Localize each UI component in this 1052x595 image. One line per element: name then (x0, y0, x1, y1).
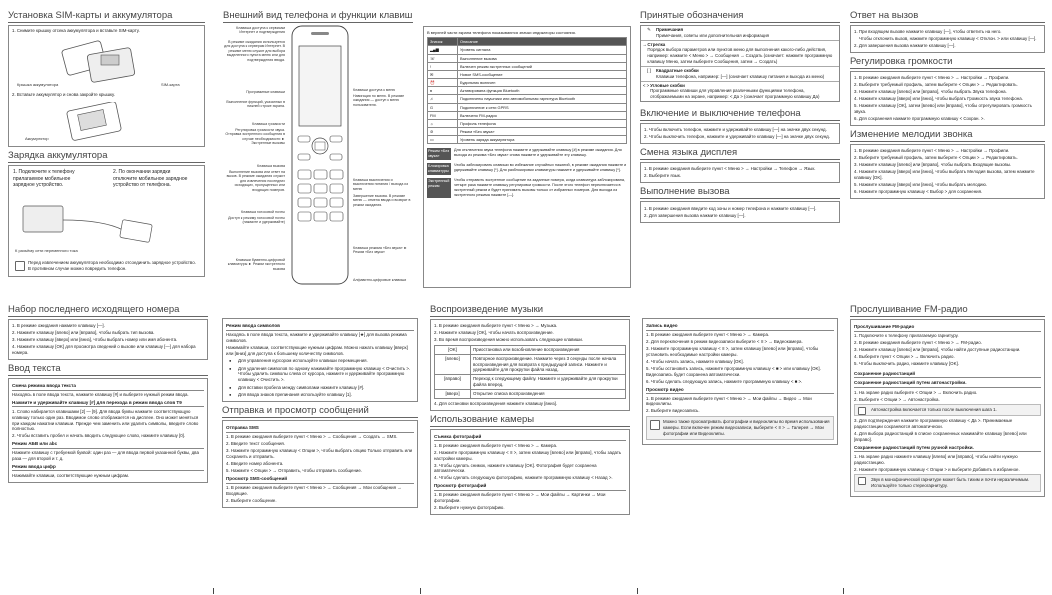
step: 3. Нажмите программную клавишу < Опции >, чтобы выбрать опцию Только отправить или Сохранить и отправить. (226, 448, 413, 460)
step: 1. В режиме ожидания нажмите клавишу [—]. (12, 323, 105, 329)
key-cell: [влево] (435, 354, 471, 374)
key-label: Клавиши буквенно-цифровой клавиатуры ► Режим экстренного вызова (227, 258, 285, 271)
key-desc-cell: Приостановка или возобновление воспроизведения (471, 346, 626, 355)
section-title: Установка SIM-карты и аккумулятора (8, 10, 205, 23)
convention-item (641, 26, 839, 41)
note-text: Можно также просматривать фотографии и видеоклипы во время использования камеры. Если включен режим видеозаписи, выберите < ≡ > → Галерея → Мои фотографии или Видеоклипы. (663, 419, 830, 436)
fold-marker (843, 588, 844, 594)
step: 2. Чтобы выключить телефон, нажмите и удерживайте клавишу [—] на значке двух секунд. (644, 134, 830, 140)
icon-desc: Активирована функция Bluetooth (458, 87, 627, 95)
redial-section (8, 304, 208, 486)
key-desc: Выполнение функций, указанных в нижней строке экрана. (226, 100, 285, 109)
step: 1. Слово набирается клавишами [2] — [9]. Для ввода буквы нажмите соответствующую клавишу только один раз. Вводимое слово отображается на дисплее. Оно может меняться при каждом нажатии клавиши. Прежде чем заменить или удалить символы, введите слово полностью. (12, 408, 199, 432)
step: 1. В режиме ожидания выберите пункт < Меню > → Сообщения → Мои сообщения → Входящие. (226, 485, 402, 496)
convention-item (641, 67, 839, 82)
convention-desc: Клавиши телефона, например: [—] (означает клавишу питания и выхода из меню) (656, 73, 825, 79)
status-icon: ▂▄▆ (428, 46, 458, 54)
step: 4. Нажмите клавишу [вверх] или [вниз], чтобы выбрать Громкость звука телефона. (854, 96, 1023, 102)
warning-note (12, 258, 200, 275)
section-title: Отправка и просмотр сообщений (222, 405, 418, 418)
charger-illustration (13, 200, 203, 252)
step: 2. Для переключения в режим видеозаписи выберите < ≡ > → Видеокамера. (646, 339, 803, 345)
convention-item (641, 41, 839, 67)
symbols-box (222, 318, 418, 402)
mode-tag: Режим «Без звука» (428, 149, 450, 159)
label: Аккумулятор (25, 136, 49, 141)
key-label: Клавиша громкости (252, 122, 285, 126)
step: 3. Нажмите клавишу [вверх] или [вниз], чтобы выбрать номер или имя абонента. (12, 337, 178, 343)
icon-desc: Подключены наушники или автомобильная гарнитура Bluetooth (458, 95, 627, 103)
arrow-icon: → (642, 41, 647, 47)
status-icon: ♫ (428, 95, 458, 103)
mode-tag: Экстренный режим (427, 178, 451, 198)
key-label: Клавиша доступа к сервисам Интернет и подтверждения (236, 26, 285, 35)
music-box (430, 319, 630, 411)
status-icon: ⏰ (428, 79, 458, 87)
camera-box (430, 429, 630, 515)
col-header: Описание (458, 38, 627, 46)
step: 1. В режиме ожидания выберите пункт < Меню > → Камера. (646, 332, 770, 338)
paragraph: Нажимайте клавиши, соответствующие нужным цифрам. (12, 472, 130, 478)
mode-desc: Чтобы заблокировать клавиши во избежание случайных нажатий, в режиме ожидания нажмите и удерживайте клавишу [*]. Для разблокировки клавиатуры нажмите и удерживайте клавишу [*]. (454, 163, 627, 173)
status-icons-panel (423, 26, 631, 288)
step: 2. Для завершения вызова нажмите клавишу [—]. (854, 43, 956, 49)
icon-desc: Включено FM-радио (458, 111, 627, 119)
step: 2. Нажмите клавишу [влево] или [вправо], чтобы выбрать тип вызова. (12, 330, 155, 336)
step: 5. Чтобы выключить радио, нажмите клавишу [OK]. (854, 361, 959, 367)
step: 4. Нажмите клавишу [OK] для просмотра сведений о вызове или клавишу [—] для набора номера. (12, 344, 196, 355)
key-label: Программные клавиши (246, 90, 285, 94)
note-text: Звук в монофонической гарнитуре может быть тихим и почти неразличимым. Используйте только стереогарнитуру. (871, 477, 1030, 489)
subheading: Смена режима ввода текста (12, 383, 204, 391)
mode-desc: Чтобы отправить экстренное сообщение на заданные номера, когда клавиатура заблокирована, четыре раза нажмите клавишу регулировки громкости. После этого телефон переключается в экстренный режим и будет принимать вызовы только от избранных номеров. Для выхода из экстренного режима нажмите [—]. (454, 178, 626, 198)
messages-box (222, 420, 418, 508)
paragraph: Нажмите клавишу с требуемой буквой: один раз — для ввода первой указанной буквы, два раза — для второй и т. д. (12, 450, 199, 462)
icon-desc: Профиль телефона (458, 119, 627, 127)
step: 3. Для подтверждения нажмите программную клавишу < Да >. Принимаемые радиостанции сохраняются автоматически. (854, 418, 1013, 430)
section-title: Принятые обозначения (640, 10, 840, 23)
key-desc-cell: Открытие списка воспроизведения (471, 389, 626, 398)
key-desc: В режиме ожидания используется для доступа к серверам Интернет. В режиме меню служит для выбора выделенного пункта меню или для подтверждения ввода. (224, 40, 285, 62)
step: 5. Нажмите < Опции > → Отправить, чтобы отправить сообщение. (226, 468, 363, 474)
status-icon: ʙ (428, 87, 458, 95)
conventions-section (640, 10, 840, 226)
status-icon: ▭ (428, 136, 458, 144)
video-box (642, 318, 838, 445)
phone-back-illustration (49, 37, 149, 85)
bullet: ● Для ввода знаков препинания используйте клавишу [1]. (229, 392, 414, 398)
step: 3. Во время воспроизведения можно использовать следующие клавиши. (434, 337, 584, 343)
key-label: Алфавитно-цифровые клавиши (353, 278, 407, 282)
step: 1. Снимите крышку отсека аккумулятора и вставьте SIM-карту. (12, 28, 140, 33)
charging-box (8, 165, 205, 277)
step: 1. Подключите к телефону прилагаемое мобильное зарядное устройство. (13, 169, 75, 189)
step: 3. Нажмите клавишу [влево] или [вправо], чтобы найти доступные радиостанции. (854, 347, 1021, 353)
subheading: Просмотр фотографий (434, 483, 626, 491)
mode-row (427, 148, 627, 160)
key-desc: Завершение вызова. В режиме меню — отмена ввода и возврат в режим ожидания. (353, 194, 411, 207)
key-label: Клавиша режима «Без звука» ► Режим «Без звука» (353, 246, 408, 255)
section-title: Регулировка громкости (850, 56, 1045, 69)
note-icon (650, 420, 660, 430)
step: 4. Чтобы сделать следующую фотографию, нажмите программную клавишу < Назад >. (434, 475, 613, 481)
subheading: Нажмите и удерживайте клавишу [#] для перехода в режим ввода слов T9 (12, 400, 204, 408)
step: 1. В режиме ожидания выберите пункт < Меню > → Настройки → Профили. (854, 75, 1010, 81)
icon-desc: Включен режим экстренных сообщений (458, 62, 627, 70)
subheading: Режим ввода цифр (12, 464, 204, 472)
step: 3. Нажмите клавишу [влево] или [вправо], чтобы выбрать Входящие вызовы. (854, 162, 1012, 168)
section-title: Включение и выключение телефона (640, 108, 840, 121)
headset-note (854, 474, 1041, 492)
section-title: Внешний вид телефона и функции клавиш (223, 10, 413, 21)
step: 1. В режиме ожидания выберите пункт < Меню > → Камера. (434, 442, 558, 448)
section-title: Воспроизведение музыки (430, 304, 630, 317)
video-note (646, 416, 834, 439)
mode-tag: Блокировка клавиатуры (427, 163, 451, 175)
phone-layout-section (223, 10, 633, 282)
subheading: Отправка SMS (226, 425, 414, 433)
subheading: Режим ввода символов (226, 323, 414, 331)
redial-box (8, 319, 208, 360)
key-desc: Навигация по меню. В режиме ожидания — доступ к меню пользователя. (353, 94, 405, 107)
step: 4. Выберите пункт < Опции > → Включить радио. (854, 354, 955, 360)
note-icon (858, 407, 866, 415)
icon-desc: Уровень сигнала (458, 46, 627, 54)
note-text: Автонастройка включается только после выключения шага 1. (871, 407, 997, 413)
section-title: Ввод текста (8, 363, 208, 376)
bullet: ● Для вставки пробела между символами нажмите клавишу [#]. (229, 385, 414, 391)
step: 2. Выберите < Опции > → Автонастройка. (854, 396, 940, 402)
icon-desc: Уровень заряда аккумулятора (458, 136, 627, 144)
key-desc-cell: Повторное воспроизведение. Нажмите через 3 секунды после начала воспроизведения для возврата к предыдущей записи. Нажмите и удерживайте для прокрутки файла назад. (471, 354, 626, 374)
step: 4. Для остановки воспроизведения нажмите клавишу [вниз]. (434, 400, 558, 406)
fm-radio-box (850, 319, 1045, 497)
label: SIM-карта (161, 82, 180, 87)
step: 6. Чтобы сделать следующую запись, нажмите программную клавишу < ■ >. (646, 378, 803, 384)
text-input-box (8, 378, 208, 483)
answer-box (850, 25, 1045, 53)
key-cell: [вправо] (435, 375, 471, 390)
step: 6. Для сохранения нажмите программную клавишу < Сохран. >. (854, 116, 985, 122)
section-title: Использование камеры (430, 414, 630, 427)
subheading: Просмотр видео (646, 387, 834, 395)
status-icon: ! (428, 62, 458, 70)
note-icon: ✎ (647, 27, 651, 32)
fold-marker (637, 588, 638, 594)
key-cell: [вверх] (435, 389, 471, 398)
icon-desc: Новое SMS-сообщение (458, 70, 627, 78)
subheading: Просмотр SMS-сообщений (226, 476, 414, 484)
step: 3. Чтобы сделать снимок, нажмите клавишу [OK]. Фотография будет сохранена автоматически. (434, 462, 597, 474)
step: 1. В режиме ожидания введите код зоны и номер телефона и нажмите клавишу [—]. (644, 205, 817, 211)
key-label: Клавиша выключения и выключения питания / выхода из меню (353, 178, 409, 191)
language-box (640, 162, 840, 183)
warning-icon (15, 261, 25, 271)
paragraph: Находясь в поле ввода текста, нажмите и удерживайте клавишу [★] для вызова режима символов. (226, 332, 407, 343)
volume-box (850, 71, 1045, 126)
icon-desc: Подключение к сети GPRS (458, 103, 627, 111)
key-desc: Доступ к режиму голосовой почты (нажмите и удерживайте) (228, 216, 285, 225)
step: Чтобы отклонить вызов, нажмите программную клавишу < Отклон. > или клавишу [—]. (859, 36, 1037, 42)
section-title: Смена языка дисплея (640, 147, 840, 160)
status-icon: FM (428, 111, 458, 119)
conventions-list (640, 25, 840, 102)
section-title: Прослушивание FM-радио (850, 304, 1045, 317)
key-label: Клавиша вызова (257, 164, 285, 168)
answer-section (850, 10, 1045, 202)
key-desc: Выполнение вызова или ответ на вызов. В режиме ожидания служит для извлечения последних исходящих, пропущенных или входящих номеров. (226, 170, 285, 192)
step: 5. Нажмите клавишу [OK], затем [влево] или [вправо], чтобы отрегулировать громкость звука. (854, 103, 1032, 115)
step: 1. На экране радио выберите < Опции > → Включить радио. (854, 389, 978, 395)
step: 1. Чтобы включить телефон, нажмите и удерживайте клавишу [—] на значке двух секунд. (644, 127, 827, 133)
phone-front-illustration (289, 24, 351, 289)
icon-desc: Режим «Без звука» (458, 127, 627, 135)
step: 1. На экране радио нажмите клавишу [влево] или [вправо], чтобы найти нужную радиостанцию. (854, 453, 1018, 465)
ringtone-box (850, 144, 1045, 199)
step: 1. В режиме ожидания выберите пункт < Меню > → Настройки → Профили. (854, 148, 1010, 154)
status-icon: ☼ (428, 119, 458, 127)
paragraph: Находясь в поле ввода текста, нажмите клавишу [#] и выберите нужный режим ввода. (12, 392, 189, 398)
step: 1. В режиме ожидания выберите пункт < Меню > → Музыка. (434, 323, 558, 329)
step: 2. Нажмите программную клавишу < ≡ >, затем клавишу [влево] или [вправо], чтобы задать настройки камеры. (434, 449, 622, 461)
auto-tune-note (854, 404, 1041, 416)
mode-desc: Для отключения звука телефона нажмите и удерживайте клавишу [#] в режиме ожидания. Для выхода из режима «Без звука» снова нажмите и удерживайте эту клавишу. (454, 148, 622, 158)
step: 4. Для выбора радиостанций в списке сохраненных нажимайте клавишу [влево] или [вправо]. (854, 431, 1027, 442)
bracket-icon: [ ] (647, 67, 651, 73)
convention-title: Примечания (656, 27, 684, 32)
key-desc-cell: Переход к следующему файлу. Нажмите и удерживайте для прокрутки файла вперед. (471, 375, 626, 390)
sim-instructions-box (8, 25, 205, 147)
subheading: Режим АБВ или abc (12, 441, 204, 449)
subheading: Съемка фотографий (434, 434, 626, 442)
step: 3. Нажмите программную клавишу < ≡ >, затем клавишу [влево] или [вправо], чтобы установить необходимые настройки камеры. (646, 346, 819, 357)
step: 5. Нажмите клавишу [вверх] или [вниз], чтобы выбрать мелодию. (854, 182, 988, 188)
convention-desc: Порядок выбора параметров или пунктов меню для выполнения какого-либо действия, например: нажмите < Меню > → Сообщения → Создать (означает: нажмите программную клавишу Меню, затем выберите Сообщения, затем → Создать) (647, 47, 833, 65)
section-title: Зарядка аккумулятора (8, 150, 205, 163)
step: 2. Нажмите программную клавишу < Опции > и выберите Добавить в избранное. (854, 466, 1020, 472)
convention-desc: Примечания, советы или дополнительная информация (656, 32, 770, 38)
step: 1. Подключите к телефону прилагаемую гарнитуру. (854, 333, 959, 339)
key-cell: [OK] (435, 346, 471, 355)
subheading: Запись видео (646, 323, 834, 331)
key-desc: Регулировка громкости звука. Отправка экстренного сообщения в случае необходимости ► Экстренные вызовы (225, 128, 285, 146)
step: 1. В режиме ожидания выберите пункт < Меню > → Мои файлы → Картинки → Мои фотографии. (434, 492, 606, 504)
label: К разъёму сети переменного тока (15, 248, 78, 253)
bullet: ● Для удаления символов по одному нажимайте программную клавишу < Очистить >. Чтобы удалить символы слева от курсора, нажмите и удерживайте программную клавишу < Очистить >. (229, 366, 414, 383)
status-icon-table (427, 37, 627, 144)
label: Крышка аккумулятора (17, 82, 59, 87)
symbols-section (222, 318, 418, 511)
step: 2. Выберите сообщение. (226, 497, 277, 503)
convention-title: Стрелка (647, 41, 666, 47)
status-icon: ☏ (428, 54, 458, 62)
section-title: Набор последнего исходящего номера (8, 304, 208, 317)
step: 2. По окончании зарядки отключите мобильное зарядное устройство от телефона. (113, 169, 188, 189)
mode-row (427, 178, 627, 198)
subheading: Сохранение радиостанций путем ручной настройки. (854, 445, 1041, 453)
section-title: Изменение мелодии звонка (850, 129, 1045, 142)
subheading: Прослушивание FM-радио (854, 324, 1041, 332)
icon-desc: Будильник включен (458, 79, 627, 87)
step: 4. Нажмите клавишу [вверх] или [вниз], чтобы выбрать Мелодия вызова, затем нажмите клавишу [OK]. (854, 169, 1035, 181)
step: 2. Чтобы вставить пробел и начать вводить следующее слово, нажмите клавишу [0]. (12, 433, 186, 439)
step: 2. Выберите видеозапись. (646, 408, 700, 414)
panel-intro: В верхней части экрана телефона показываются значки индикаторы состояния. (427, 30, 576, 35)
step: 4. Введите номер абонента. (226, 461, 284, 467)
step: 2. Выберите требуемый профиль, затем выберите < Опции > → Редактировать. (854, 155, 1018, 161)
note-icon (858, 477, 866, 485)
icon-desc: Выполнение вызова (458, 54, 627, 62)
convention-item (641, 82, 839, 101)
fold-marker (213, 588, 214, 594)
step: 2. Для завершения вызова нажмите клавишу [—]. (644, 212, 746, 218)
step: 2. Выберите язык. (644, 173, 682, 179)
step: 2. Вставьте аккумулятор и снова закройте крышку. (12, 92, 115, 97)
step: 2. Выберите требуемый профиль, затем выберите < Опции > → Редактировать. (854, 82, 1018, 88)
step: 1. В режиме ожидания выберите пункт < Меню > → Мои файлы → Видео → Мои видеоклипы. (646, 395, 812, 407)
step: 5. Чтобы остановить запись, нажмите программную клавишу < ■ > или клавишу [OK]. Видеозапись будет сохранена автоматически. (646, 365, 821, 377)
call-box (640, 201, 840, 222)
step: 1. При входящем вызове нажмите клавишу [—], чтобы ответить на него. (854, 29, 1002, 35)
music-section (430, 304, 630, 518)
key-label: Клавиши доступа к меню (353, 88, 396, 92)
step: 6. Нажмите программную клавишу < Выбор > для сохранения. (854, 189, 983, 195)
sim-install-section (8, 10, 205, 280)
key-label: Клавиша голосовой почты (241, 210, 285, 214)
battery-illustration (49, 102, 139, 142)
step: 2. Нажмите клавишу [OK], чтобы начать воспроизведение. (434, 330, 554, 336)
warning-text: Перед извлечением аккумулятора необходимо отсоединить зарядное устройство. В противном случае можно повредить телефон. (28, 260, 196, 271)
music-keys-table (434, 345, 626, 399)
subheading: Сохранение радиостанций (854, 371, 1041, 379)
section-title: Выполнение вызова (640, 186, 840, 199)
onoff-box (640, 123, 840, 144)
paragraph: Нажимайте клавиши, соответствующие нужным цифрам. Можно нажать клавишу [вверх] или [вниз] для доступа к большему количеству символов. (226, 344, 408, 356)
subheading: Сохранение радиостанций путем автонастройки. (854, 380, 1041, 388)
status-icon: G (428, 103, 458, 111)
step: 4. Чтобы начать запись, нажмите клавишу [OK]. (646, 358, 744, 364)
convention-desc: Программные клавиши для управления различными функциями телефона, отображаемыми на экране, например: < Да > (означает программную клавишу Да) (650, 88, 820, 100)
convention-title: Угловые скобки (650, 82, 685, 88)
video-section (642, 318, 838, 448)
step: 1. В режиме ожидания выберите пункт < Меню > → Настройки → Телефон → Язык. (644, 166, 816, 172)
step: 2. Выберите нужную фотографию. (434, 505, 505, 511)
step: 2. В режиме ожидания выберите пункт < Меню > → FM-радио. (854, 340, 982, 346)
status-icon: ⊘ (428, 127, 458, 135)
fm-radio-section (850, 304, 1045, 500)
step: 2. Введите текст сообщения. (226, 441, 285, 447)
status-icon: ✉ (428, 70, 458, 78)
mode-row (427, 163, 627, 175)
bullet: ● Для управления курсором используйте клавиши перемещения. (229, 358, 414, 364)
col-header: Значок (428, 38, 458, 46)
angle-bracket-icon: < > (642, 82, 650, 88)
step: 3. Нажмите клавишу [влево] или [вправо], чтобы выбрать Звука телефона. (854, 89, 1007, 95)
convention-title: Квадратные скобки (656, 67, 699, 73)
step: 1. В режиме ожидания выберите пункт < Меню > → Сообщения → Создать → SMS. (226, 434, 398, 440)
section-title: Ответ на вызов (850, 10, 1045, 23)
fold-marker (420, 588, 421, 594)
